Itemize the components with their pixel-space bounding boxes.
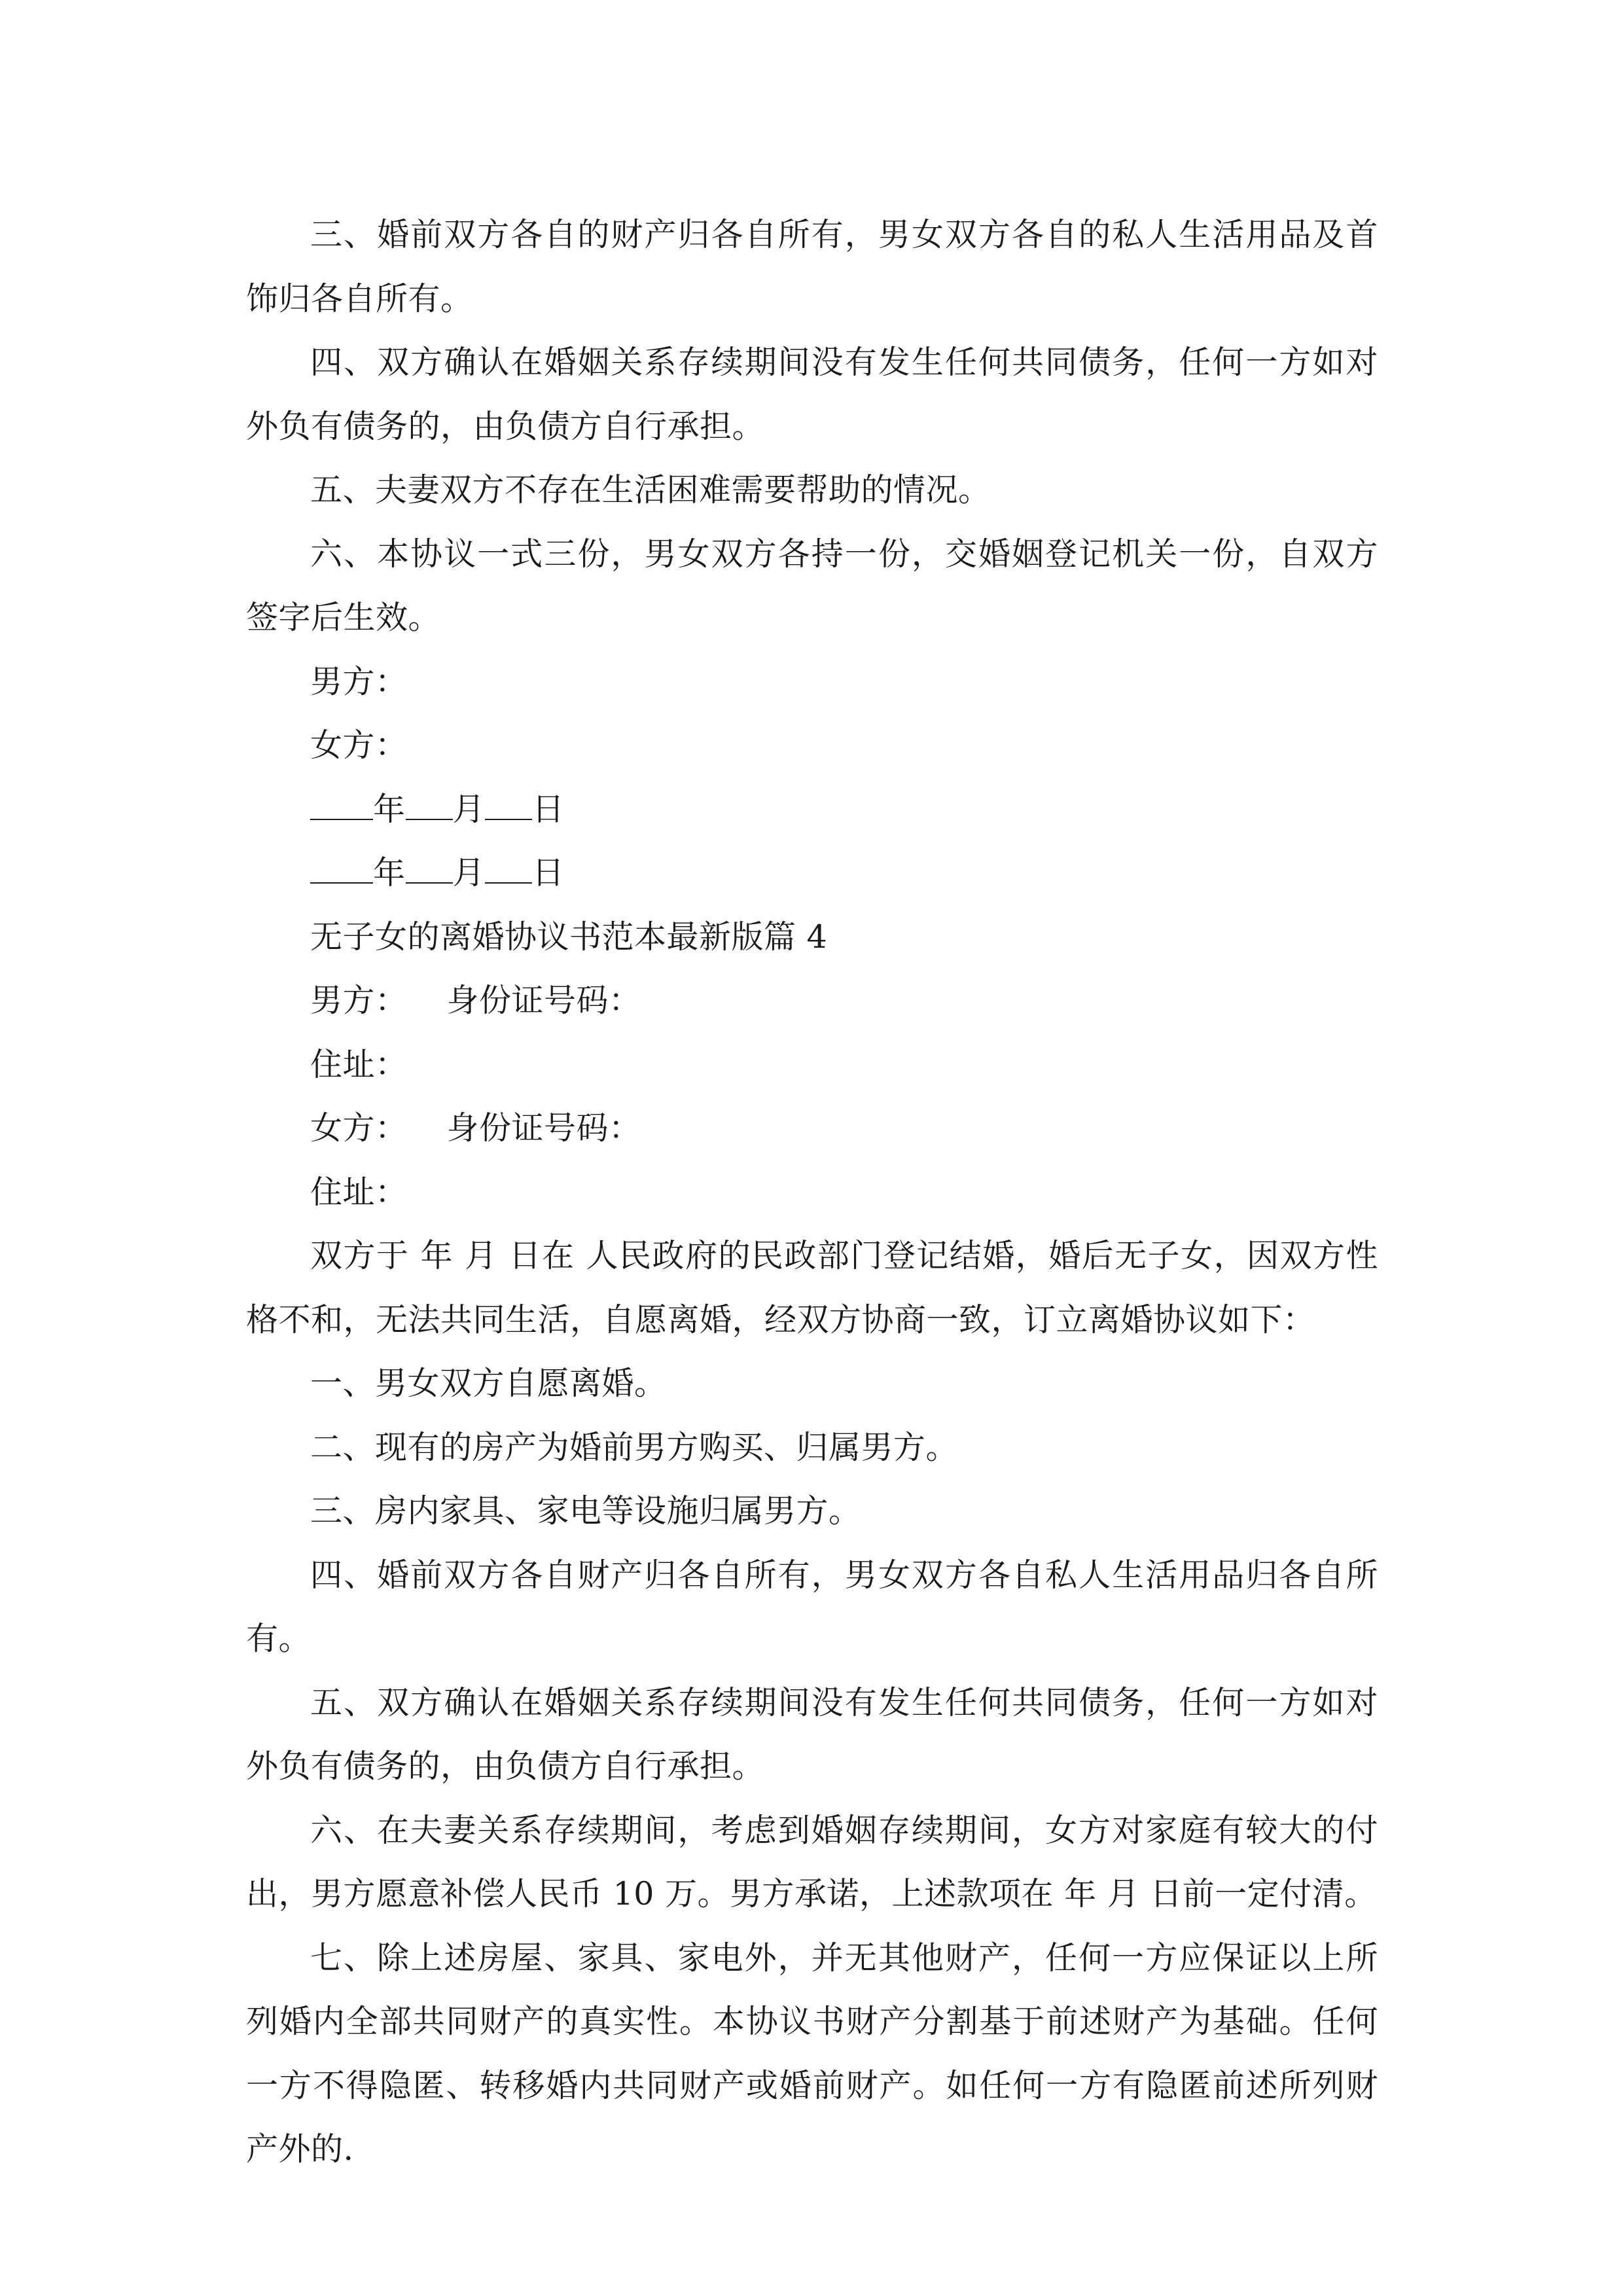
agreement-preamble: 双方于 年 月 日在 人民政府的民政部门登记结婚，婚后无子女，因双方性格不和，无法共同生活，自愿离婚，经双方协商一致，订立离婚协议如下： <box>246 1237 1378 1338</box>
year-label: 年 <box>373 790 406 828</box>
date-line-1 <box>246 778 1378 842</box>
day-blank <box>485 843 532 884</box>
section-title: 无子女的离婚协议书范本最新版篇 4 <box>310 918 828 956</box>
year-blank <box>310 843 373 884</box>
clause-2-house: 二、现有的房产为婚前男方购买、归属男方。 <box>310 1428 959 1466</box>
month-label: 月 <box>452 790 486 828</box>
female-party-line <box>246 1096 1378 1160</box>
day-label: 日 <box>532 790 565 828</box>
year-blank <box>310 780 373 820</box>
male-address-label: 住址： <box>310 1045 408 1083</box>
clause-6-copies: 六、本协议一式三份，男女双方各持一份，交婚姻登记机关一份，自双方签字后生效。 <box>246 535 1378 636</box>
month-label: 月 <box>452 854 486 891</box>
date-line-2 <box>246 841 1378 905</box>
clause-3-premarital-property: 三、婚前双方各自的财产归各自所有，男女双方各自的私人生活用品及首饰归各自所有。 <box>246 216 1378 317</box>
clause-1-divorce: 一、男女双方自愿离婚。 <box>310 1365 667 1402</box>
clause-5-debts: 五、双方确认在婚姻关系存续期间没有发生任何共同债务，任何一方如对外负有债务的，由负债方自行承担。 <box>246 1683 1378 1785</box>
female-label: 女方： <box>310 1109 408 1147</box>
clause-4-premarital-property: 四、婚前双方各自财产归各自所有，男女双方各自私人生活用品归各自所有。 <box>246 1556 1378 1657</box>
clause-5-hardship: 五、夫妻双方不存在生活困难需要帮助的情况。 <box>310 471 991 509</box>
clause-3-furniture: 三、房内家具、家电等设施归属男方。 <box>310 1492 861 1530</box>
month-blank <box>406 843 453 884</box>
male-signature-label: 男方： <box>310 662 408 700</box>
month-blank <box>406 780 453 820</box>
clause-4-debts: 四、双方确认在婚姻关系存续期间没有发生任何共同债务，任何一方如对外负有债务的，由负债方自行承担。 <box>246 344 1378 445</box>
female-id-label: 身份证号码： <box>446 1109 641 1147</box>
day-label: 日 <box>532 854 565 891</box>
male-party-line <box>246 969 1378 1033</box>
document-body <box>246 203 1378 2181</box>
day-blank <box>485 780 532 820</box>
clause-6-compensation: 六、在夫妻关系存续期间，考虑到婚姻存续期间，女方对家庭有较大的付出，男方愿意补偿人民币 10 万。男方承诺，上述款项在 年 月 日前一定付清。 <box>246 1811 1378 1912</box>
year-label: 年 <box>373 854 406 891</box>
clause-7-property-disclosure: 七、除上述房屋、家具、家电外，并无其他财产，任何一方应保证以上所列婚内全部共同财产的真实性。本协议书财产分割基于前述财产为基础。任何一方不得隐匿、转移婚内共同财产或婚前财产。如任何一方有隐匿前述所列财产外的. <box>246 1939 1378 2168</box>
male-id-label: 身份证号码： <box>446 982 641 1019</box>
female-address-label: 住址： <box>310 1173 408 1211</box>
female-signature-label: 女方： <box>310 726 408 764</box>
male-label: 男方： <box>310 982 408 1019</box>
